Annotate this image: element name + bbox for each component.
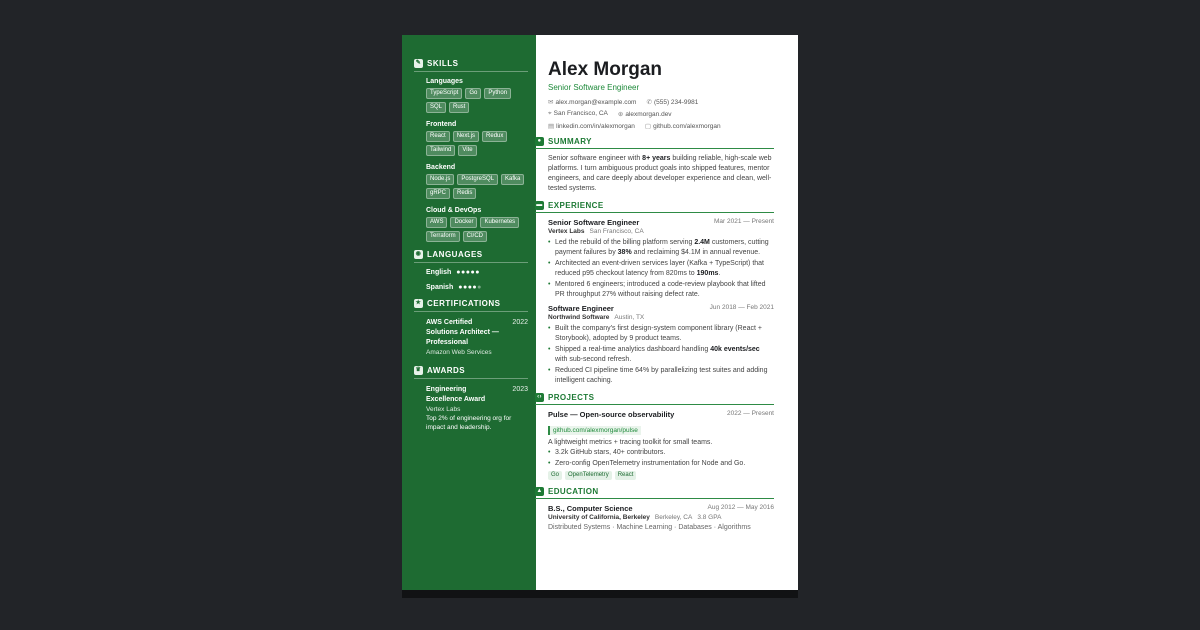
- award-org: Vertex Labs: [426, 406, 461, 413]
- globe-icon: ◉: [415, 251, 422, 257]
- skill-chip: Next.js: [453, 131, 479, 142]
- skill-chip: CI/CD: [463, 231, 487, 242]
- project-title: Pulse — Open-source observability: [548, 410, 675, 419]
- skill-groups: [426, 78, 528, 242]
- skill-group-title: Frontend: [426, 121, 457, 128]
- skill-chip: AWS: [426, 217, 447, 228]
- phone-icon: ✆: [646, 99, 652, 106]
- job-dates: Jun 2018 — Feb 2021: [709, 304, 774, 311]
- skill-group-title: Languages: [426, 78, 463, 85]
- website-link[interactable]: ⊕ alexmorgan.dev: [617, 111, 672, 118]
- job-item: [548, 304, 774, 386]
- skill-chip: Tailwind: [426, 145, 455, 156]
- degree: B.S., Computer Science: [548, 504, 633, 513]
- skill-group-title: Cloud & DevOps: [426, 207, 482, 214]
- skill-chip: Vite: [458, 145, 476, 156]
- language-item: Spanish ●●●●●: [426, 284, 482, 291]
- award-description: Top 2% of engineering org for impact and leadership.: [426, 415, 512, 431]
- job-title: Software Engineer: [548, 304, 614, 313]
- list-item: • Architected an event-driven services layer (Kafka + TypeScript) that reduced p95 checkout latency from 820ms to 190ms.: [548, 259, 774, 279]
- language-level: ●●●●●: [456, 269, 480, 276]
- summary-text: Senior software engineer with 8+ years building reliable, high-scale web platforms. I turn ambiguous product goals into shipped features, mentor engineers, and care deeply about developer experience and clean, well-tested systems.: [548, 155, 772, 192]
- skill-chip: Terraform: [426, 231, 460, 242]
- summary-heading: ● SUMMARY: [535, 137, 774, 149]
- award-item: [414, 385, 528, 432]
- code-icon: ‹›: [535, 393, 544, 402]
- job-bullets: [548, 238, 774, 300]
- skill-chip: TypeScript: [426, 88, 462, 99]
- certification-year: 2022: [512, 319, 528, 326]
- candidate-name: Alex Morgan: [548, 59, 663, 80]
- tag: Go: [548, 471, 562, 480]
- list-item: • Mentored 6 engineers; introduced a code-review playbook that lifted PR throughput 27% without raising defect rate.: [548, 280, 774, 300]
- person-icon: ●: [535, 137, 544, 146]
- certification-title: AWS Certified Solutions Architect — Professional: [426, 319, 499, 346]
- skills-icon: ✎: [415, 60, 422, 66]
- mail-icon: ✉: [548, 99, 554, 106]
- education-dates: Aug 2012 — May 2016: [707, 504, 774, 511]
- location-pin-icon: ⌖: [548, 110, 552, 117]
- list-item: • Led the rebuild of the billing platform serving 2.4M customers, cutting payment failures by 38% and reclaiming $4.1M in annual revenue.: [548, 238, 774, 258]
- job-title: Senior Software Engineer: [548, 218, 640, 227]
- languages-heading: ◉ LANGUAGES: [414, 250, 528, 263]
- resume-page: [402, 35, 798, 595]
- skills-heading: ✎ SKILLS: [414, 59, 528, 72]
- skill-chip: Python: [484, 88, 511, 99]
- experience-list: [548, 218, 774, 386]
- project-bullets: [548, 448, 774, 469]
- list-item: • Built the company's first design-system component library (React + Storybook), adopted by 9 product teams.: [548, 324, 774, 344]
- skill-chip: Redis: [453, 188, 476, 199]
- candidate-role: Senior Software Engineer: [548, 83, 640, 92]
- job-company: Vertex Labs San Francisco, CA: [548, 228, 644, 235]
- briefcase-icon: ▬: [536, 202, 543, 208]
- coursework: Distributed Systems · Machine Learning · Databases · Algorithms: [548, 524, 751, 531]
- page-edge: [402, 590, 798, 598]
- graduation-cap-icon: ▲: [536, 488, 543, 494]
- sidebar: [402, 35, 536, 590]
- skill-chip: PostgreSQL: [457, 174, 498, 185]
- skill-group: [426, 164, 528, 199]
- project-item: [548, 410, 774, 480]
- project-tags: [548, 471, 774, 480]
- certifications-heading: ★ CERTIFICATIONS: [414, 299, 528, 312]
- skill-chip: Rust: [449, 102, 469, 113]
- project-link[interactable]: github.com/alexmorgan/pulse: [548, 426, 641, 435]
- tag: React: [615, 471, 637, 480]
- list-item: • 3.2k GitHub stars, 40+ contributors.: [548, 448, 774, 458]
- experience-heading: ▬ EXPERIENCE: [535, 201, 774, 213]
- projects-heading: ‹› PROJECTS: [535, 393, 774, 405]
- skill-chip: Redux: [482, 131, 507, 142]
- skill-chip: React: [426, 131, 450, 142]
- email-link[interactable]: ✉ alex.morgan@example.com: [548, 99, 637, 106]
- project-description: A lightweight metrics + tracing toolkit for small teams.: [548, 439, 713, 446]
- skills-section: [414, 78, 528, 242]
- school: University of California, Berkeley Berkeley, CA 3.8 GPA: [548, 514, 722, 521]
- award-title: Engineering Excellence Award: [426, 386, 486, 403]
- list-item: • Zero-config OpenTelemetry instrumentation for Node and Go.: [548, 459, 774, 469]
- job-bullets: [548, 324, 774, 386]
- skill-chip: Docker: [450, 217, 477, 228]
- list-item: • Shipped a real-time analytics dashboard handling 40k events/sec with sub-second refresh.: [548, 345, 774, 365]
- certification-item: [414, 318, 528, 356]
- tag: OpenTelemetry: [565, 471, 612, 480]
- skill-chip: Node.js: [426, 174, 454, 185]
- project-dates: 2022 — Present: [727, 410, 774, 417]
- contact-row: [548, 122, 774, 130]
- language-item: English ●●●●●: [426, 269, 480, 276]
- github-link[interactable]: ▢ github.com/alexmorgan: [644, 123, 721, 130]
- contact-row: [548, 98, 774, 106]
- job-dates: Mar 2021 — Present: [714, 218, 774, 225]
- skill-group-title: Backend: [426, 164, 456, 171]
- education-heading: ▲ EDUCATION: [535, 487, 774, 499]
- language-level: ●●●●●: [458, 284, 482, 291]
- languages-section: [414, 269, 528, 291]
- location-text: ⌖ San Francisco, CA: [548, 110, 608, 117]
- skill-group: [426, 207, 528, 242]
- skill-chip: Kubernetes: [480, 217, 519, 228]
- skill-chip: Go: [465, 88, 481, 99]
- skill-chip: Kafka: [501, 174, 524, 185]
- contact-row: [548, 110, 774, 118]
- trophy-icon: ♛: [415, 367, 422, 373]
- awards-heading: ♛ AWARDS: [414, 366, 528, 379]
- phone-link[interactable]: ✆ (555) 234-9981: [646, 99, 699, 106]
- list-item: • Reduced CI pipeline time 64% by parallelizing test suites and adding intelligent caching.: [548, 366, 774, 386]
- skill-chip: gRPC: [426, 188, 450, 199]
- skill-group: [426, 78, 528, 113]
- certification-issuer: Amazon Web Services: [426, 349, 492, 356]
- github-icon: ▢: [644, 123, 652, 130]
- skill-group: [426, 121, 528, 156]
- job-company: Northwind Software Austin, TX: [548, 314, 645, 321]
- award-year: 2023: [512, 386, 528, 393]
- main-column: [536, 59, 774, 537]
- certificate-icon: ★: [415, 300, 422, 306]
- job-item: [548, 218, 774, 300]
- linkedin-link[interactable]: ▤ linkedin.com/in/alexmorgan: [548, 123, 635, 130]
- education-item: [548, 504, 774, 533]
- globe-icon: ⊕: [617, 111, 624, 118]
- linkedin-icon: ▤: [548, 123, 555, 130]
- skill-chip: SQL: [426, 102, 446, 113]
